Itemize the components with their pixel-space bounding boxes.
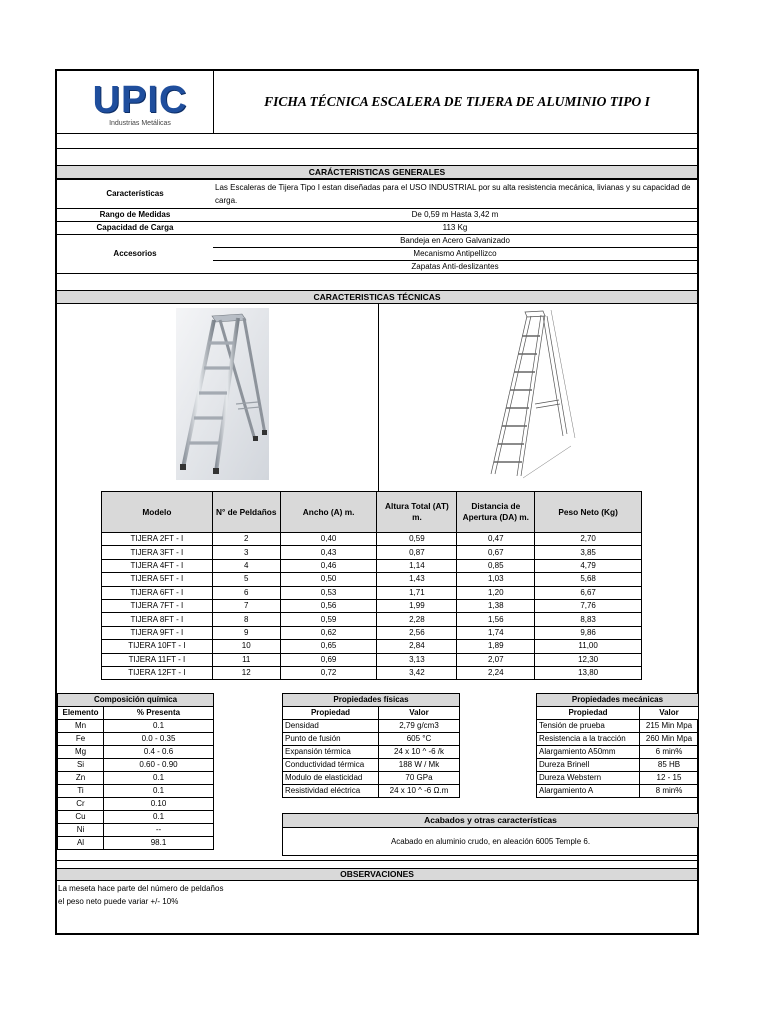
range-value: De 0,59 m Hasta 3,42 m (213, 209, 697, 222)
table-cell: 10 (212, 640, 280, 653)
table-cell: 0,46 (280, 559, 377, 572)
table-row (58, 837, 214, 850)
table-row (102, 653, 642, 666)
table-cell: 12 - 15 (640, 772, 699, 785)
table-cell: 3,42 (377, 666, 457, 679)
table-cell: 3,13 (377, 653, 457, 666)
accessory-item: Mecanismo Antipellizco (213, 248, 697, 261)
finishes-title: Acabados y otras características (283, 814, 698, 828)
table-row (537, 785, 699, 798)
table-cell: 8,83 (535, 613, 642, 626)
table-row (102, 586, 642, 599)
table-row (102, 626, 642, 639)
table-row (57, 222, 697, 235)
chemical-table-body (58, 720, 214, 850)
table-row (58, 746, 214, 759)
column-header: Modelo (102, 492, 213, 533)
logo-text: UPIC (92, 79, 188, 121)
ladder-dimension-drawing-icon (471, 308, 579, 480)
table-cell: Tensión de prueba (537, 720, 640, 733)
table-cell: TIJERA 9FT - I (102, 626, 213, 639)
header-divider (213, 71, 214, 133)
column-header: Peso Neto (Kg) (535, 492, 642, 533)
physical-properties-table (282, 693, 460, 798)
table-cell: 188 W / Mk (379, 759, 460, 772)
table-cell: Zn (58, 772, 104, 785)
column-header: Propiedad (283, 707, 379, 720)
accessory-item: Bandeja en Acero Galvanizado (213, 235, 697, 248)
table-cell: 9 (212, 626, 280, 639)
table-cell: 11 (212, 653, 280, 666)
table-cell: 2 (212, 533, 280, 546)
table-cell: Cr (58, 798, 104, 811)
physical-table-body (283, 720, 460, 798)
table-cell: 2,79 g/cm3 (379, 720, 460, 733)
divider (57, 133, 697, 134)
table-row (58, 785, 214, 798)
table-cell: 0,56 (280, 599, 377, 612)
table-cell: Dureza Brinell (537, 759, 640, 772)
table-cell: 215 Min Mpa (640, 720, 699, 733)
characteristics-label: Características (57, 180, 213, 209)
table-cell: 3 (212, 546, 280, 559)
table-row (283, 785, 460, 798)
column-header: Distancia de Apertura (DA) m. (457, 492, 535, 533)
table-cell: 0,62 (280, 626, 377, 639)
table-row (57, 180, 697, 209)
table-cell: 4,79 (535, 559, 642, 572)
table-row (102, 666, 642, 679)
table-cell: 5 (212, 573, 280, 586)
table-cell: Ni (58, 824, 104, 837)
table-cell: 1,20 (457, 586, 535, 599)
table-cell: 24 x 10 ^ -6 /k (379, 746, 460, 759)
table-row (57, 209, 697, 222)
chemical-composition-table (57, 693, 214, 850)
table-cell: Densidad (283, 720, 379, 733)
table-cell: 0,87 (377, 546, 457, 559)
company-logo (79, 81, 201, 129)
table-cell: 0,85 (457, 559, 535, 572)
technical-section-title: CARACTERISTICAS TÉCNICAS (57, 290, 697, 304)
table-row (102, 533, 642, 546)
table-cell: 0,65 (280, 640, 377, 653)
spec-sheet (55, 69, 699, 935)
table-row (58, 798, 214, 811)
column-header: Ancho (A) m. (280, 492, 377, 533)
table-cell: 1,14 (377, 559, 457, 572)
table-cell: 6 min% (640, 746, 699, 759)
table-cell: TIJERA 11FT - I (102, 653, 213, 666)
table-cell: Resistividad eléctrica (283, 785, 379, 798)
table-cell: TIJERA 10FT - I (102, 640, 213, 653)
table-cell: TIJERA 4FT - I (102, 559, 213, 572)
table-cell: 9,86 (535, 626, 642, 639)
table-cell: 0,72 (280, 666, 377, 679)
table-row (537, 772, 699, 785)
table-cell: 7,76 (535, 599, 642, 612)
table-row (283, 746, 460, 759)
column-header: Valor (640, 707, 699, 720)
table-cell: 85 HB (640, 759, 699, 772)
table-row (283, 733, 460, 746)
table-row (58, 824, 214, 837)
load-capacity-value: 113 Kg (213, 222, 697, 235)
table-row (283, 759, 460, 772)
accessory-item: Zapatas Anti-deslizantes (213, 261, 697, 274)
table-cell: 6,67 (535, 586, 642, 599)
table-row (102, 640, 642, 653)
table-cell: 1,43 (377, 573, 457, 586)
table-cell: Alargamiento A (537, 785, 640, 798)
table-cell: 0,50 (280, 573, 377, 586)
table-row (283, 720, 460, 733)
column-header: Altura Total (AT) m. (377, 492, 457, 533)
table-cell: TIJERA 3FT - I (102, 546, 213, 559)
table-cell: Modulo de elasticidad (283, 772, 379, 785)
table-cell: Dureza Webstern (537, 772, 640, 785)
table-cell: 2,24 (457, 666, 535, 679)
table-row (58, 733, 214, 746)
models-table (101, 491, 642, 680)
divider (57, 148, 697, 149)
divider (57, 860, 697, 861)
table-cell: Alargamiento A50mm (537, 746, 640, 759)
table-cell: Mn (58, 720, 104, 733)
table-cell: 0,69 (280, 653, 377, 666)
table-cell: TIJERA 5FT - I (102, 573, 213, 586)
table-cell: 0,47 (457, 533, 535, 546)
table-cell: 8 min% (640, 785, 699, 798)
range-label: Rango de Medidas (57, 209, 213, 222)
column-header: N° de Peldaños (212, 492, 280, 533)
mechanical-table-body (537, 720, 699, 798)
table-cell: 605 °C (379, 733, 460, 746)
column-header: Propiedad (537, 707, 640, 720)
table-row (58, 811, 214, 824)
finishes-box (282, 813, 699, 856)
table-row (102, 546, 642, 559)
table-cell: 0.1 (104, 811, 214, 824)
table-cell: -- (104, 824, 214, 837)
table-cell: Conductividad térmica (283, 759, 379, 772)
general-section-title: CARÁCTERISTICAS GENERALES (57, 165, 697, 179)
table-cell: 5,68 (535, 573, 642, 586)
table-row (283, 772, 460, 785)
physical-title: Propiedades físicas (283, 694, 460, 707)
table-cell: 2,84 (377, 640, 457, 653)
table-cell: 2,28 (377, 613, 457, 626)
table-row (58, 772, 214, 785)
table-cell: 24 x 10 ^ -6 Ω.m (379, 785, 460, 798)
table-row (102, 613, 642, 626)
load-capacity-label: Capacidad de Carga (57, 222, 213, 235)
mechanical-title: Propiedades mecánicas (537, 694, 699, 707)
table-row (102, 559, 642, 572)
table-cell: 0.0 - 0.35 (104, 733, 214, 746)
table-cell: 0.1 (104, 720, 214, 733)
table-cell: 2,70 (535, 533, 642, 546)
image-divider (378, 304, 379, 493)
table-cell: 0.60 - 0.90 (104, 759, 214, 772)
table-row (537, 733, 699, 746)
table-row (537, 759, 699, 772)
models-table-body (102, 533, 642, 680)
table-cell: 2,56 (377, 626, 457, 639)
table-cell: 70 GPa (379, 772, 460, 785)
table-cell: 1,99 (377, 599, 457, 612)
table-header-row (102, 492, 642, 533)
finishes-text: Acabado en aluminio crudo, en aleación 6005 Temple 6. (390, 837, 591, 846)
table-cell: 1,71 (377, 586, 457, 599)
observation-line: el peso neto puede variar +/- 10% (58, 897, 179, 906)
table-row (58, 759, 214, 772)
observation-line: La meseta hace parte del número de peldaños (58, 884, 224, 893)
observations-title: OBSERVACIONES (57, 868, 697, 881)
ladder-drawing (471, 308, 579, 480)
table-cell: Resistencia a la tracción (537, 733, 640, 746)
table-cell: 0.10 (104, 798, 214, 811)
table-cell: 0,59 (377, 533, 457, 546)
ladder-photo (176, 308, 269, 480)
table-cell: Punto de fusión (283, 733, 379, 746)
column-header: Valor (379, 707, 460, 720)
table-row (537, 746, 699, 759)
table-cell: TIJERA 7FT - I (102, 599, 213, 612)
table-cell: 12 (212, 666, 280, 679)
column-header: % Presenta (104, 707, 214, 720)
ladder-render-icon (176, 308, 269, 480)
observations-text (58, 882, 223, 908)
table-row (58, 720, 214, 733)
table-cell: Si (58, 759, 104, 772)
table-cell: 1,56 (457, 613, 535, 626)
table-cell: 11,00 (535, 640, 642, 653)
column-header: Elemento (58, 707, 104, 720)
table-cell: 0.1 (104, 772, 214, 785)
table-cell: TIJERA 8FT - I (102, 613, 213, 626)
chemical-title: Composición química (58, 694, 214, 707)
table-cell: 8 (212, 613, 280, 626)
table-cell: Ti (58, 785, 104, 798)
table-cell: 0,67 (457, 546, 535, 559)
table-cell: 3,85 (535, 546, 642, 559)
table-cell: 0,40 (280, 533, 377, 546)
table-cell: 98.1 (104, 837, 214, 850)
table-cell: 1,38 (457, 599, 535, 612)
table-cell: 1,89 (457, 640, 535, 653)
table-row (57, 235, 697, 248)
table-cell: TIJERA 6FT - I (102, 586, 213, 599)
table-cell: TIJERA 12FT - I (102, 666, 213, 679)
table-cell: 6 (212, 586, 280, 599)
table-cell: 0,43 (280, 546, 377, 559)
table-cell: 1,74 (457, 626, 535, 639)
characteristics-value: Las Escaleras de Tijera Tipo I estan diseñadas para el USO INDUSTRIAL por su alta resistencia mecánica, livianas y su capacidad de carga. (213, 180, 697, 209)
table-cell: Cu (58, 811, 104, 824)
table-cell: 0,59 (280, 613, 377, 626)
table-cell: Al (58, 837, 104, 850)
table-cell: 0,53 (280, 586, 377, 599)
general-table (57, 179, 697, 274)
logo-subtitle: Industrias Metálicas (109, 120, 171, 127)
accessories-label: Accesorios (57, 235, 213, 274)
table-cell: 0.4 - 0.6 (104, 746, 214, 759)
table-cell: Mg (58, 746, 104, 759)
table-row (537, 720, 699, 733)
page-title: FICHA TÉCNICA ESCALERA DE TIJERA DE ALUMINIO TIPO I (264, 94, 650, 109)
table-cell: 7 (212, 599, 280, 612)
table-cell: 2,07 (457, 653, 535, 666)
table-cell: 4 (212, 559, 280, 572)
table-row (102, 599, 642, 612)
table-cell: 1,03 (457, 573, 535, 586)
table-row (102, 573, 642, 586)
table-cell: 12,30 (535, 653, 642, 666)
mechanical-properties-table (536, 693, 699, 798)
table-cell: Expansión térmica (283, 746, 379, 759)
table-cell: 0.1 (104, 785, 214, 798)
table-cell: Fe (58, 733, 104, 746)
table-cell: 260 Min Mpa (640, 733, 699, 746)
table-cell: 13,80 (535, 666, 642, 679)
table-cell: TIJERA 2FT - I (102, 533, 213, 546)
